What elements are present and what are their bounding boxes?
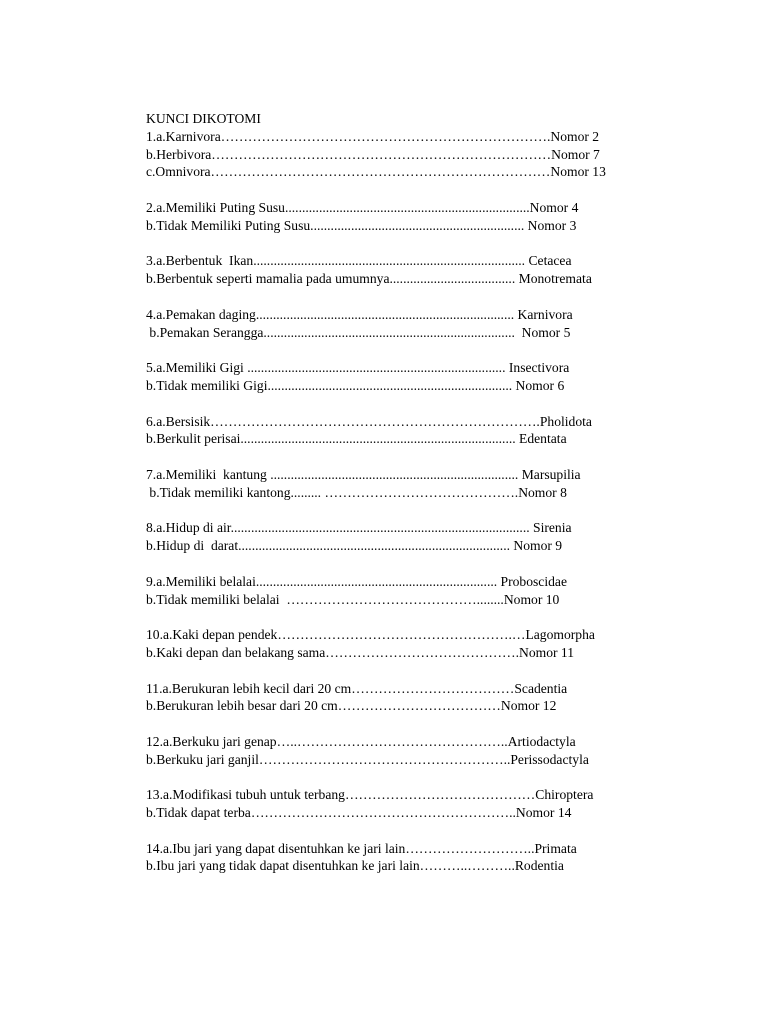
key-line: b.Berkuku jari ganjil………………………………………………..Perissodactyla xyxy=(146,751,589,767)
key-group-5 xyxy=(146,359,706,395)
document-content xyxy=(146,110,706,893)
key-line: b.Berukuran lebih besar dari 20 cm………………………………Nomor 12 xyxy=(146,698,557,714)
key-line: 7.a.Memiliki kantung ......................................................................... Marsupilia xyxy=(146,466,581,482)
key-line: b.Tidak memiliki kantong......... …………………………………….Nomor 8 xyxy=(146,484,567,500)
key-line: 10.a.Kaki depan pendek…………………………………………….…Lagomorpha xyxy=(146,627,595,643)
key-line: b.Tidak memiliki Gigi........................................................................ Nomor 6 xyxy=(146,377,565,393)
key-group-14 xyxy=(146,840,706,876)
key-line: 4.a.Pemakan daging............................................................................ Karnivora xyxy=(146,306,573,322)
key-line: 14.a.Ibu jari yang dapat disentuhkan ke jari lain………………………..Primata xyxy=(146,840,577,856)
key-group-4 xyxy=(146,306,706,342)
key-line: c.Omnivora…………………………………………………………………Nomor 13 xyxy=(146,164,606,180)
key-group-2 xyxy=(146,199,706,235)
key-group-13 xyxy=(146,786,706,822)
key-line: 2.a.Memiliki Puting Susu........................................................................Nomor 4 xyxy=(146,199,579,215)
key-line: b.Pemakan Serangga.......................................................................... Nomor 5 xyxy=(146,324,571,340)
key-group-11 xyxy=(146,680,706,716)
key-line: b.Hidup di darat................................................................................ Nomor 9 xyxy=(146,538,563,554)
key-line: 11.a.Berukuran lebih kecil dari 20 cm………………………………Scadentia xyxy=(146,680,568,696)
key-line: b.Kaki depan dan belakang sama…………………………………….Nomor 11 xyxy=(146,644,575,660)
key-group-7 xyxy=(146,466,706,502)
key-group-6 xyxy=(146,413,706,449)
key-group-12 xyxy=(146,733,706,769)
key-group-3 xyxy=(146,252,706,288)
key-group-1 xyxy=(146,128,706,181)
key-line: b.Berbentuk seperti mamalia pada umumnya..................................... Monotremata xyxy=(146,271,592,287)
key-line: b.Tidak Memiliki Puting Susu............................................................... Nomor 3 xyxy=(146,217,577,233)
key-line: 13.a.Modifikasi tubuh untuk terbang……………………………………Chiroptera xyxy=(146,787,594,803)
key-line: b.Tidak memiliki belalai ……………………………………........Nomor 10 xyxy=(146,591,560,607)
key-line: 6.a.Bersisik……………………………………………………………….Pholidota xyxy=(146,413,592,429)
key-line: 1.a.Karnivora……………………………………………………………….Nomor 2 xyxy=(146,128,600,144)
key-line: b.Tidak dapat terba…………………………………………………..Nomor 14 xyxy=(146,805,572,821)
key-line: 3.a.Berbentuk Ikan................................................................................ Cetacea xyxy=(146,253,572,269)
document-title: KUNCI DIKOTOMI xyxy=(146,111,261,126)
key-group-8 xyxy=(146,519,706,555)
key-line: b.Berkulit perisai................................................................................. Edentata xyxy=(146,431,567,447)
key-line: b.Herbivora…………………………………………………………………Nomor 7 xyxy=(146,146,600,162)
key-line: 9.a.Memiliki belalai....................................................................... Proboscidae xyxy=(146,573,567,589)
key-group-9 xyxy=(146,573,706,609)
key-line: 8.a.Hidup di air........................................................................................ Sirenia xyxy=(146,520,572,536)
key-line: 12.a.Berkuku jari genap…..………………………………………..Artiodactyla xyxy=(146,733,576,749)
key-line: 5.a.Memiliki Gigi ............................................................................ Insectivora xyxy=(146,360,570,376)
key-line: b.Ibu jari yang tidak dapat disentuhkan ke jari lain………..………..Rodentia xyxy=(146,858,564,874)
key-group-10 xyxy=(146,626,706,662)
